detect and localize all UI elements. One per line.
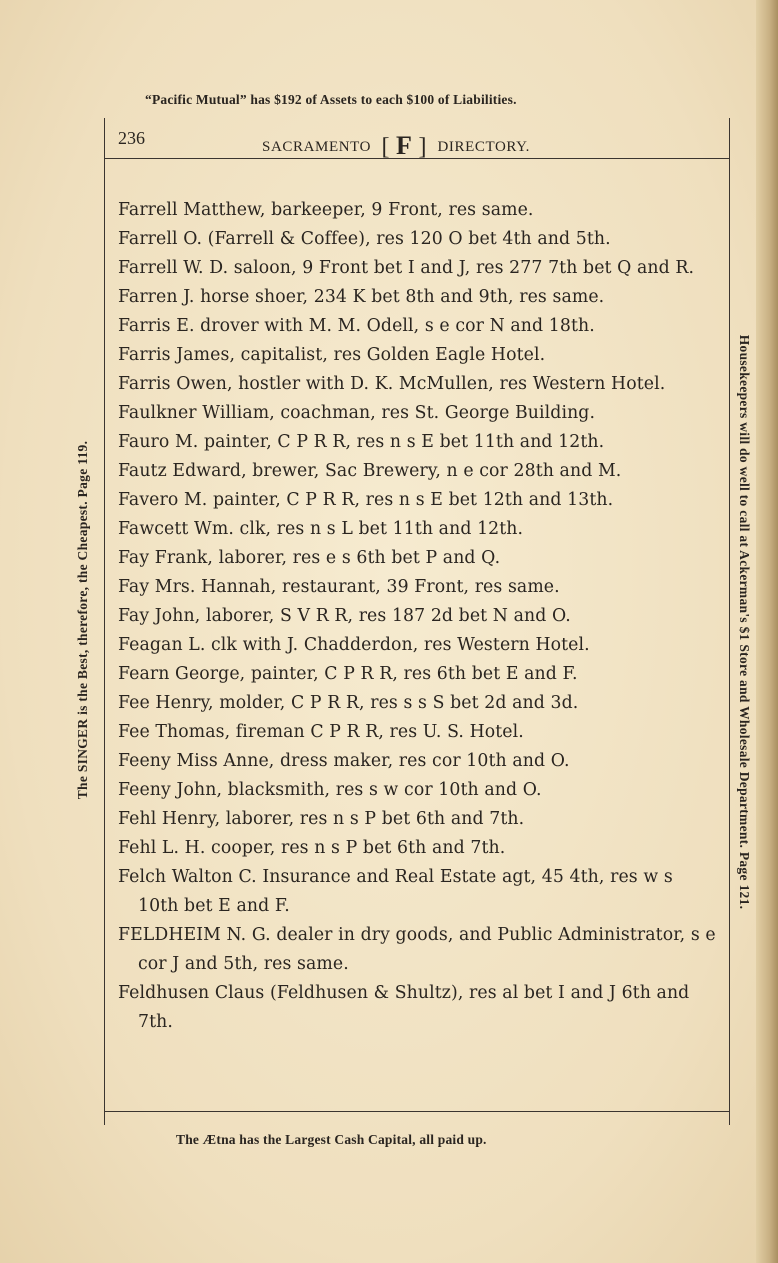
- footer-rule: [104, 1111, 730, 1112]
- directory-entry: Favero M. painter, C P R R, res n s E bet 12th and 13th.: [118, 490, 614, 510]
- directory-entry: Fauro M. painter, C P R R, res n s E bet 11th and 12th.: [118, 432, 605, 452]
- running-head-city: SACRAMENTO: [262, 139, 372, 155]
- directory-entry: Fearn George, painter, C P R R, res 6th bet E and F.: [118, 664, 578, 684]
- directory-entry: Farrell O. (Farrell & Coffee), res 120 O bet 4th and 5th.: [118, 229, 611, 249]
- running-head-bracket-close: ]: [418, 134, 428, 160]
- running-head-bracket-open: [: [381, 134, 391, 160]
- directory-entry: Feeny Miss Anne, dress maker, res cor 10th and O.: [118, 751, 570, 771]
- running-head-letter: F: [396, 131, 413, 160]
- directory-entry: Feldhusen Claus (Feldhusen & Shultz), res al bet I and J 6th and 7th.: [118, 983, 690, 1032]
- directory-entry: Fehl Henry, laborer, res n s P bet 6th and 7th.: [118, 809, 525, 829]
- header-rule: [104, 158, 730, 159]
- directory-entry: Farrell W. D. saloon, 9 Front bet I and J, res 277 7th bet Q and R.: [118, 258, 695, 278]
- right-margin-advertisement: Housekeepers will do well to call at Ackerman's $1 Store and Wholesale Department. Page 121.: [737, 334, 752, 910]
- running-head-title: DIRECTORY.: [437, 139, 531, 155]
- directory-entry: Feeny John, blacksmith, res s w cor 10th and O.: [118, 780, 542, 800]
- directory-entry: Fautz Edward, brewer, Sac Brewery, n e cor 28th and M.: [118, 461, 622, 481]
- bottom-advertisement: The Ætna has the Largest Cash Capital, all paid up.: [176, 1132, 487, 1147]
- directory-entry: Fay Mrs. Hannah, restaurant, 39 Front, res same.: [118, 577, 560, 597]
- directory-entries: [118, 196, 718, 1037]
- directory-entry: Feagan L. clk with J. Chadderdon, res Western Hotel.: [118, 635, 590, 655]
- directory-entry: Farris James, capitalist, res Golden Eagle Hotel.: [118, 345, 546, 365]
- left-margin-advertisement: The SINGER is the Best, therefore, the Cheapest. Page 119.: [75, 440, 90, 800]
- directory-entry: Farrell Matthew, barkeeper, 9 Front, res same.: [118, 200, 534, 220]
- directory-entry: Felch Walton C. Insurance and Real Estate agt, 45 4th, res w s 10th bet E and F.: [118, 867, 673, 916]
- top-advertisement: “Pacific Mutual” has $192 of Assets to each $100 of Liabilities.: [145, 92, 517, 107]
- directory-entry: Farris E. drover with M. M. Odell, s e cor N and 18th.: [118, 316, 595, 336]
- directory-entry: FELDHEIM N. G. dealer in dry goods, and Public Administrator, s e cor J and 5th, res same.: [118, 925, 716, 974]
- directory-entry: Farris Owen, hostler with D. K. McMullen, res Western Hotel.: [118, 374, 666, 394]
- page-number: 236: [118, 128, 145, 148]
- directory-entry: Fay Frank, laborer, res e s 6th bet P and Q.: [118, 548, 501, 568]
- directory-entry: Faulkner William, coachman, res St. George Building.: [118, 403, 596, 423]
- directory-entry: Fay John, laborer, S V R R, res 187 2d bet N and O.: [118, 606, 571, 626]
- directory-entry: Fawcett Wm. clk, res n s L bet 11th and 12th.: [118, 519, 524, 539]
- book-spine-edge: [756, 0, 778, 1263]
- directory-entry: Fehl L. H. cooper, res n s P bet 6th and 7th.: [118, 838, 506, 858]
- directory-entry: Fee Thomas, fireman C P R R, res U. S. Hotel.: [118, 722, 524, 742]
- directory-entry: Fee Henry, molder, C P R R, res s s S bet 2d and 3d.: [118, 693, 579, 713]
- running-head: [262, 128, 530, 158]
- directory-entry: Farren J. horse shoer, 234 K bet 8th and 9th, res same.: [118, 287, 605, 307]
